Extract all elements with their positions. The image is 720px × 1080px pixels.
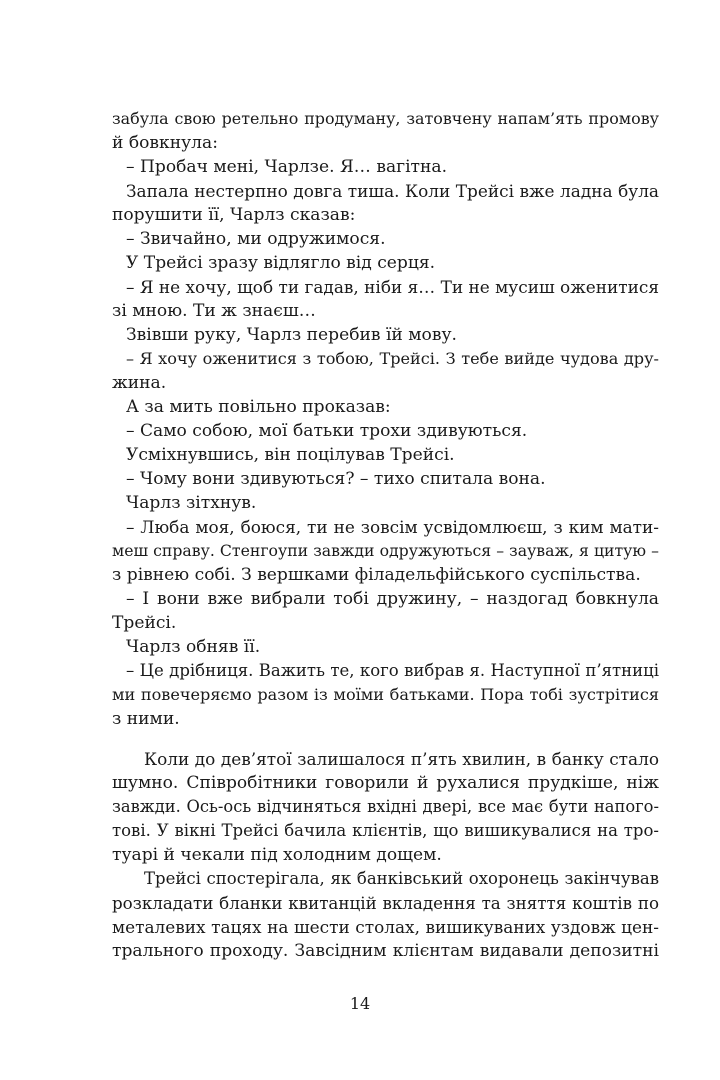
text-line: шумно. Співробітники говорили й рухалися прудкіше, ніж [112, 773, 659, 793]
text-line: й бовкнула: [112, 133, 218, 153]
text-line: – Звичайно, ми одружимося. [126, 229, 386, 249]
text-line: завжди. Ось-ось відчиняться вхідні двері, все має бути напого- [112, 797, 659, 816]
page-number: 14 [349, 994, 371, 1013]
text-line: Коли до дев’ятої залишалося п’ять хвилин, в банку стало [144, 749, 659, 769]
text-line: металевих тацях на шести столах, вишикуваних уздовж цен- [112, 917, 659, 937]
text-line: Трейсі спостерігала, як банківський охоронець закінчував [144, 869, 659, 888]
text-line: з рівнею собі. З вершками філадельфійського суспільства. [112, 565, 641, 585]
text-line: туарі й чекали під холодним дощем. [112, 845, 442, 865]
text-line: меш справу. Стенгоупи завжди одружуються – зауваж, я цитую – [112, 541, 659, 560]
text-line: з ними. [112, 709, 180, 729]
text-line: – Само собою, мої батьки трохи здивуються. [126, 421, 528, 441]
text-line: Звівши руку, Чарлз перебив їй мову. [126, 325, 457, 345]
text-line: Чарлз обняв її. [126, 637, 261, 657]
text-line: А за мить повільно проказав: [126, 397, 391, 417]
text-line: – І вони вже вибрали тобі дружину, – наздогад бовкнула [126, 589, 659, 609]
text-line: Запала нестерпно довга тиша. Коли Трейсі вже ладна була [126, 181, 659, 201]
text-line: розкладати бланки квитанцій вкладення та зняття коштів по [112, 893, 659, 913]
text-line: ми повечеряємо разом із моїми батьками. Пора тобі зустрітися [112, 685, 659, 704]
text-line: Трейсі. [112, 613, 177, 633]
text-line: – Чому вони здивуються? – тихо спитала вона. [126, 469, 546, 489]
text-line: У Трейсі зразу відлягло від серця. [126, 253, 436, 273]
text-line: – Я хочу оженитися з тобою, Трейсі. З тебе вийде чудова дру- [126, 349, 659, 368]
text-line: – Пробач мені, Чарлзе. Я… вагітна. [126, 157, 448, 177]
text-line: Чарлз зітхнув. [126, 493, 257, 513]
text-line: трального проходу. Завсідним клієнтам видавали депозитні [112, 941, 659, 961]
text-line: – Люба моя, боюся, ти не зовсім усвідомлюєш, з ким мати- [126, 517, 659, 537]
text-line: – Я не хочу, щоб ти гадав, ніби я… Ти не мусиш оженитися [126, 277, 659, 297]
text-line: зі мною. Ти ж знаєш… [112, 301, 316, 321]
text-line: тові. У вікні Трейсі бачила клієнтів, що вишикувалися на тро- [112, 821, 659, 840]
text-line: забула свою ретельно продуману, затовчену напам’ять промову [112, 109, 659, 128]
text-line: жина. [112, 373, 167, 393]
text-line: – Це дрібниця. Важить те, кого вибрав я. Наступної п’ятниці [126, 661, 659, 680]
text-line: порушити її, Чарлз сказав: [112, 205, 356, 225]
text-line: Усміхнувшись, він поцілував Трейсі. [126, 445, 455, 465]
